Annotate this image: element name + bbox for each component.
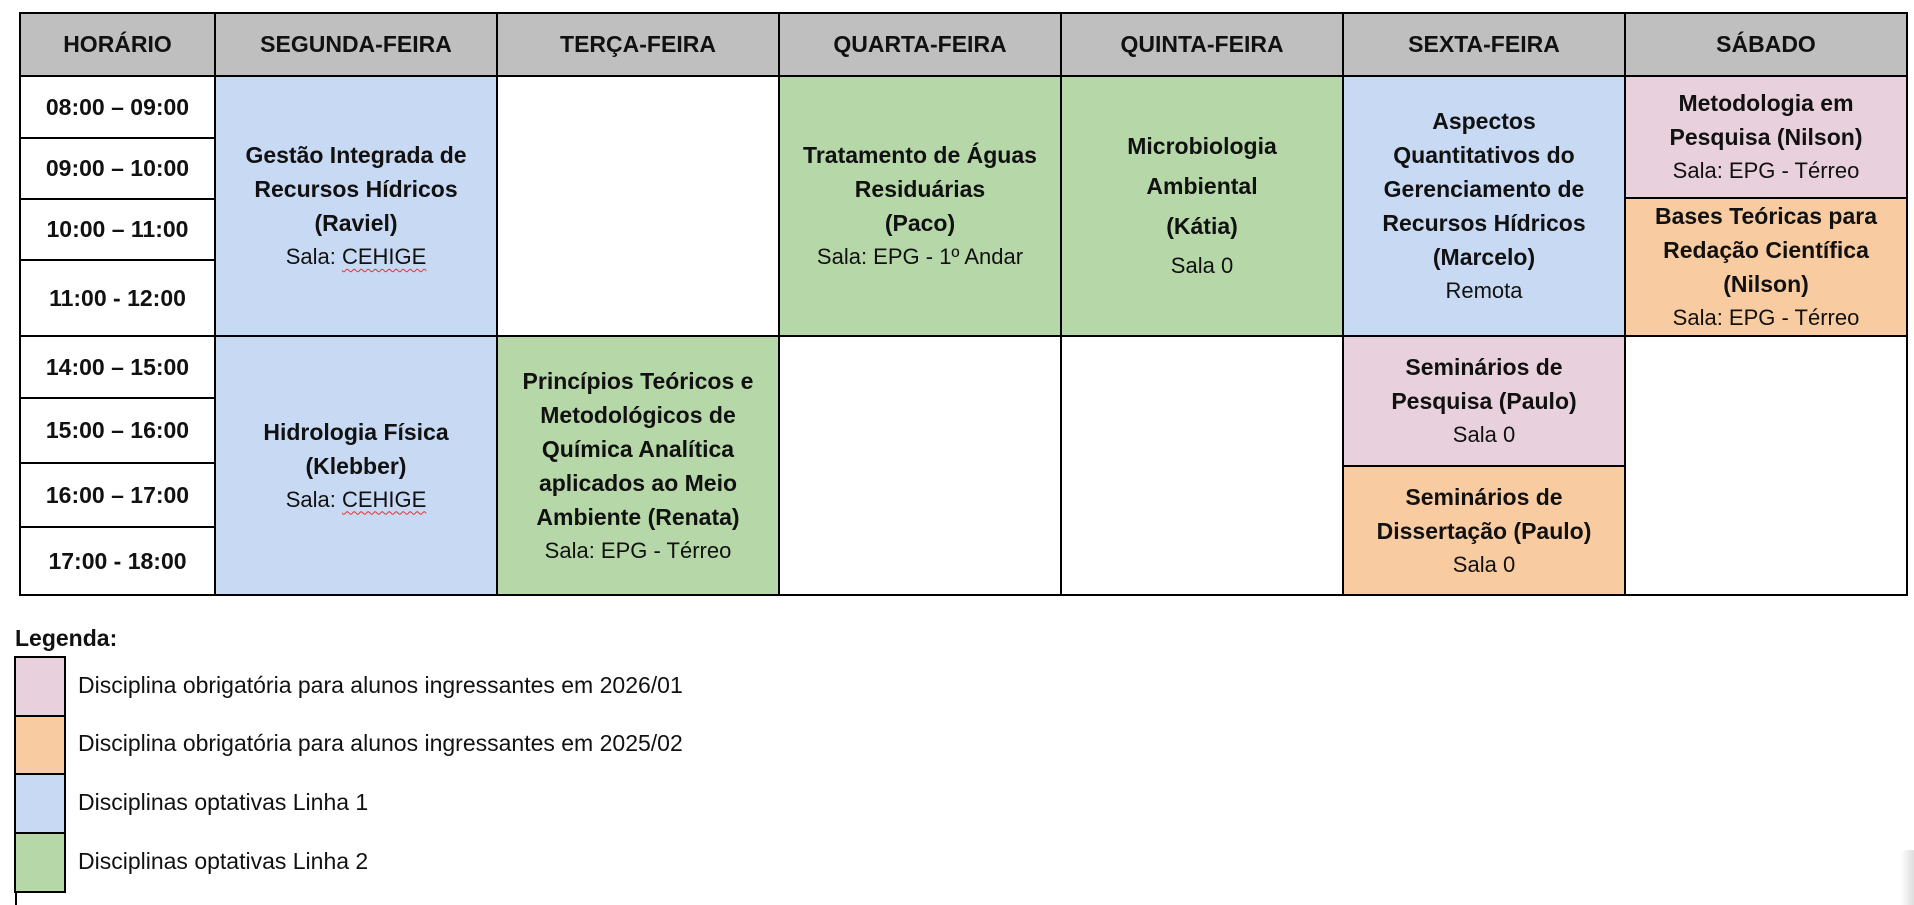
course-title-line: (Marcelo) (1432, 244, 1536, 270)
header-label: SÁBADO (1716, 31, 1816, 57)
course-block-microbiologia (1060, 75, 1344, 337)
legend-swatch-pink (14, 656, 66, 717)
course-block-aspectos-quantitativos (1342, 75, 1626, 337)
course-block-hidrologia-fisica (214, 335, 498, 596)
legend-label: Disciplina obrigatória para alunos ingressantes em 2025/02 (78, 730, 683, 756)
room-prefix: Sala: (285, 244, 342, 269)
room-prefix: Sala: (285, 486, 342, 512)
course-title-line: (Kátia) (1166, 213, 1238, 239)
room-name: CEHIGE (341, 244, 427, 269)
course-room: Sala 0 (1170, 253, 1234, 278)
course-title-line: Dissertação (Paulo) (1376, 517, 1592, 544)
course-block-seminarios-dissertacao (1342, 465, 1626, 596)
time-slot (19, 137, 216, 200)
course-title-line: Recursos Hídricos (254, 176, 458, 202)
course-room: Sala 0 (1452, 422, 1516, 447)
legend-label: Disciplina obrigatória para alunos ingressantes em 2026/01 (78, 672, 683, 698)
empty-slot-sabado-tarde (1624, 335, 1908, 596)
time-label: 10:00 – 11:00 (46, 216, 189, 242)
course-title-line: (Raviel) (314, 210, 398, 236)
course-title-line: Seminários de (1405, 354, 1563, 380)
legend-label: Disciplinas optativas Linha 2 (78, 848, 369, 874)
course-room: Sala: EPG - 1º Andar (816, 244, 1024, 269)
header-segunda (214, 12, 498, 77)
header-label: QUARTA-FEIRA (833, 31, 1007, 57)
time-label: 11:00 - 12:00 (49, 284, 186, 311)
time-label: 16:00 – 17:00 (45, 481, 190, 508)
course-block-tratamento-aguas (778, 75, 1062, 337)
course-title-line: Tratamento de Águas (803, 142, 1037, 168)
empty-slot-quinta-tarde (1060, 335, 1344, 596)
time-slot (19, 335, 216, 399)
empty-slot-quarta-tarde (778, 335, 1062, 596)
course-title-line: Quantitativos do (1393, 142, 1575, 168)
legend-label: Disciplinas optativas Linha 1 (78, 789, 369, 815)
time-slot (19, 397, 216, 464)
course-title-line: Aspectos (1432, 108, 1536, 134)
course-title-line: Residuárias (854, 176, 986, 202)
legend-swatch-orange (14, 715, 66, 775)
legend-swatch-green (14, 832, 66, 893)
header-quarta (778, 12, 1062, 77)
time-slot (19, 259, 216, 337)
time-slot (19, 198, 216, 261)
course-title-line: Pesquisa (Nilson) (1669, 124, 1863, 150)
header-label: QUINTA-FEIRA (1120, 31, 1284, 57)
time-label: 08:00 – 09:00 (45, 93, 190, 120)
header-horario (19, 12, 216, 77)
course-title-line: Ambiente (Renata) (536, 503, 740, 530)
course-title-line: (Paco) (884, 210, 956, 236)
header-sabado (1624, 12, 1908, 77)
course-block-principios-teoricos (496, 335, 780, 596)
header-sexta (1342, 12, 1626, 77)
course-title-line: Seminários de (1405, 483, 1563, 510)
course-title-line: Metodológicos de (540, 401, 736, 428)
course-block-bases-teoricas (1624, 197, 1908, 337)
text-cursor (15, 893, 17, 905)
course-title-line: Gestão Integrada de (245, 142, 467, 168)
course-title-line: Microbiologia (1127, 133, 1277, 159)
header-label: TERÇA-FEIRA (560, 31, 716, 57)
course-title-line: Bases Teóricas para (1654, 203, 1878, 229)
time-label: 17:00 - 18:00 (48, 547, 187, 574)
course-title-line: Recursos Hídricos (1382, 210, 1586, 236)
header-quinta (1060, 12, 1344, 77)
course-block-gestao-integrada (214, 75, 498, 337)
time-slot (19, 462, 216, 528)
empty-slot-terca-manha (496, 75, 780, 337)
course-block-metodologia-pesquisa (1624, 75, 1908, 199)
course-room: Remota (1445, 278, 1523, 303)
course-room: Sala 0 (1452, 551, 1516, 577)
scroll-edge-shadow (1900, 850, 1914, 905)
course-room (286, 483, 427, 517)
header-label: SEGUNDA-FEIRA (260, 31, 452, 57)
course-title-line: Química Analítica (541, 435, 735, 462)
legend-swatch-blue (14, 773, 66, 834)
course-title-line: Redação Científica (1663, 237, 1869, 263)
header-terca (496, 12, 780, 77)
course-title-line: (Klebber) (305, 452, 407, 479)
time-slot (19, 75, 216, 139)
course-block-seminarios-pesquisa (1342, 335, 1626, 467)
time-slot (19, 526, 216, 596)
course-title-line: Princípios Teóricos e (522, 367, 754, 394)
course-title-line: (Nilson) (1723, 271, 1809, 297)
course-room: Sala: EPG - Térreo (1672, 158, 1860, 183)
course-title-line: Ambiental (1146, 173, 1258, 199)
header-label: SEXTA-FEIRA (1408, 31, 1560, 57)
course-room: Sala: EPG - Térreo (1672, 305, 1860, 330)
course-title-line: aplicados ao Meio (538, 469, 738, 496)
time-label: 15:00 – 16:00 (45, 417, 190, 443)
course-title-line: Gerenciamento de (1383, 176, 1585, 202)
room-name: CEHIGE (341, 486, 427, 512)
time-label: 09:00 – 10:00 (45, 155, 190, 181)
course-title-line: Metodologia em (1678, 90, 1854, 116)
course-room (286, 240, 427, 274)
course-title-line: Hidrologia Física (263, 418, 449, 445)
time-label: 14:00 – 15:00 (45, 353, 190, 380)
header-label: HORÁRIO (63, 31, 172, 57)
course-room: Sala: EPG - Térreo (544, 537, 732, 563)
legend-title: Legenda: (15, 625, 118, 651)
course-title-line: Pesquisa (Paulo) (1391, 388, 1577, 414)
